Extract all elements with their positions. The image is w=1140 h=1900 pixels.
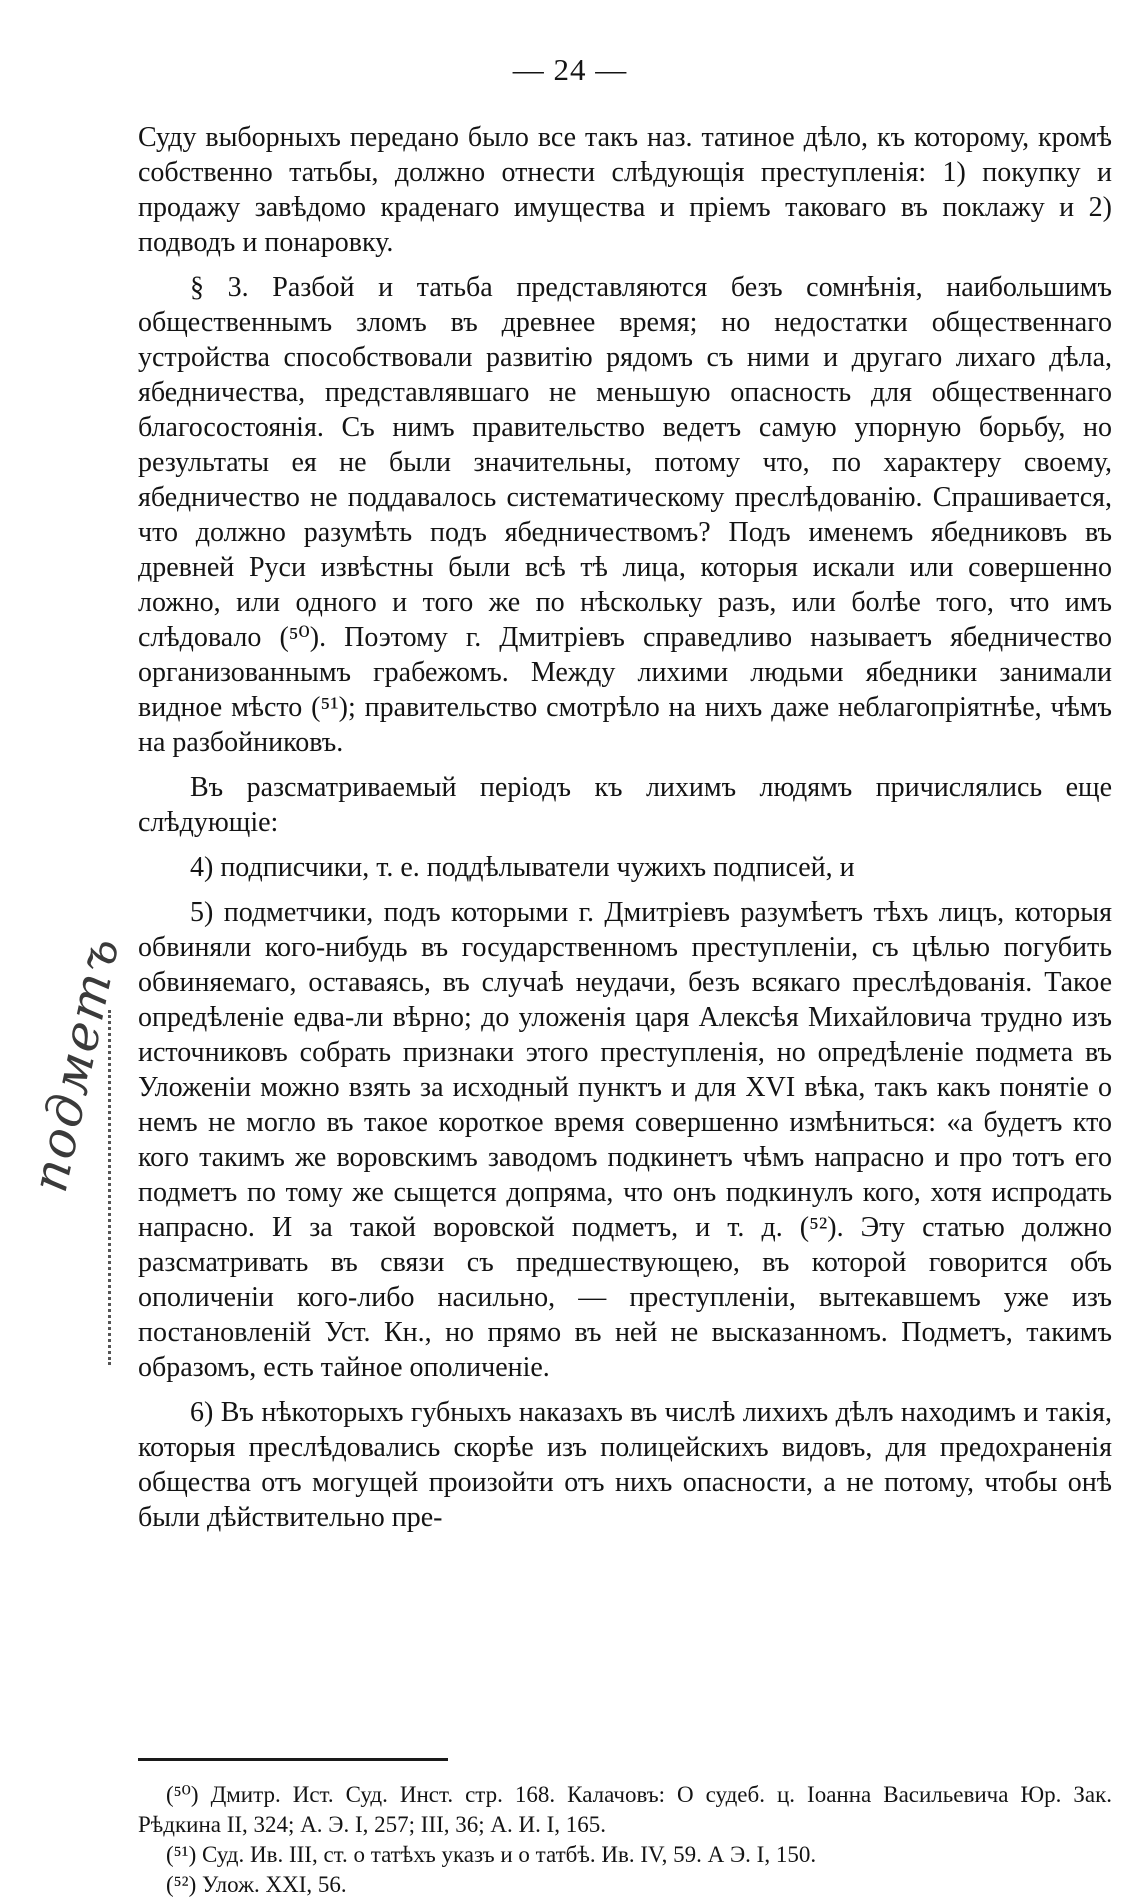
list-item-5: 5) подметчики, подъ которыми г. Дмитріевъ разумѣетъ тѣхъ лицъ, которыя обвиняли кого-нибудь въ государственномъ преступленіи, съ цѣлью погубить обвиняемаго, оставаясь, въ случаѣ неудачи, безъ всякаго преслѣдованія. Такое опредѣленіе едва-ли вѣрно; до уложенія царя Алексѣя Михайловича трудно изъ источниковъ собрать признаки этого преступленія, но опредѣленіе подмета въ Уложеніи можно взять за исходный пунктъ и для XVI вѣка, такъ какъ понятіе о немъ не могло въ такое короткое время совершенно измѣниться: «а будетъ кто кого такимъ же воровскимъ заводомъ подкинетъ чѣмъ напрасно и про тотъ его подметъ по тому же сыщется допряма, что онъ подкинулъ кого, хотя испродать напрасно. И за такой воровской подметъ, и т. д. (⁵²). Эту статью должно разсматривать въ связи съ предшествующею, въ которой говорится объ ополиченіи кого-либо насильно, — преступленіи, вытекавшемъ уже изъ постановленій Уст. Кн., но прямо въ ней не высказанномъ. Подметъ, такимъ образомъ, есть тайное ополиченіе. [138, 897, 1112, 1383]
margin-bracket [108, 1010, 129, 1365]
footnote-50: (⁵⁰) Дмитр. Ист. Суд. Инст. стр. 168. Калачовъ: О судеб. ц. Іоанна Васильевича Юр. Зак. Рѣдкина II, 324; А. Э. I, 257; III, 36; А. И. I, 165. [138, 1782, 1112, 1837]
list-item-4: 4) подписчики, т. е. поддѣлыватели чужихъ подписей, и [190, 852, 855, 883]
footnote-rule [138, 1758, 448, 1761]
handwritten-margin-note: подметъ [20, 930, 131, 1198]
paragraph-3: Въ разсматриваемый періодъ къ лихимъ людямъ причислялись еще слѣдующіе: [138, 772, 1112, 838]
body-text [138, 120, 1112, 1535]
page-number: — 24 — [512, 52, 628, 87]
paragraph-section-3: § 3. Разбой и татьба представляются безъ сомнѣнія, наибольшимъ общественнымъ зломъ въ древнее время; но недостатки общественнаго устройства способствовали развитію рядомъ съ ними и другаго лихаго дѣла, ябедничества, представлявшаго не меньшую опасность для общественнаго благосостоянія. Съ нимъ правительство ведетъ самую упорную борьбу, но результаты ея не были значительны, потому что, по характеру своему, ябедничество не поддавалось систематическому преслѣдованію. Спрашивается, что должно разумѣть подъ ябедничествомъ? Подъ именемъ ябедниковъ въ древней Руси извѣстны были всѣ тѣ лица, которыя искали или совершенно ложно, или одного и того же по нѣскольку разъ, или болѣе того, что имъ слѣдовало (⁵⁰). Поэтому г. Дмитріевъ справедливо называетъ ябедничество организованнымъ грабежомъ. Между лихими людьми ябедники занимали видное мѣсто (⁵¹); правительство смотрѣло на нихъ даже неблагопріятнѣе, чѣмъ на разбойниковъ. [138, 272, 1112, 758]
footnote-52: (⁵²) Улож. XXI, 56. [166, 1872, 347, 1897]
footnotes [138, 1780, 1112, 1900]
footnote-51: (⁵¹) Суд. Ив. III, ст. о татѣхъ указъ и о татбѣ. Ив. IV, 59. А Э. I, 150. [166, 1842, 817, 1867]
paragraph-1: Суду выборныхъ передано было все такъ наз. татиное дѣло, къ которому, кромѣ собственно татьбы, должно отнести слѣдующія преступленія: 1) покупку и продажу завѣдомо краденаго имущества и пріемъ таковаго въ поклажу и 2) подводъ и понаровку. [138, 122, 1112, 258]
list-item-6: 6) Въ нѣкоторыхъ губныхъ наказахъ въ числѣ лихихъ дѣлъ находимъ и такія, которыя преслѣдовались скорѣе изъ полицейскихъ видовъ, для предохраненія общества отъ могущей произойти отъ нихъ опасности, а не потому, чтобы онѣ были дѣйствительно пре- [138, 1397, 1112, 1533]
